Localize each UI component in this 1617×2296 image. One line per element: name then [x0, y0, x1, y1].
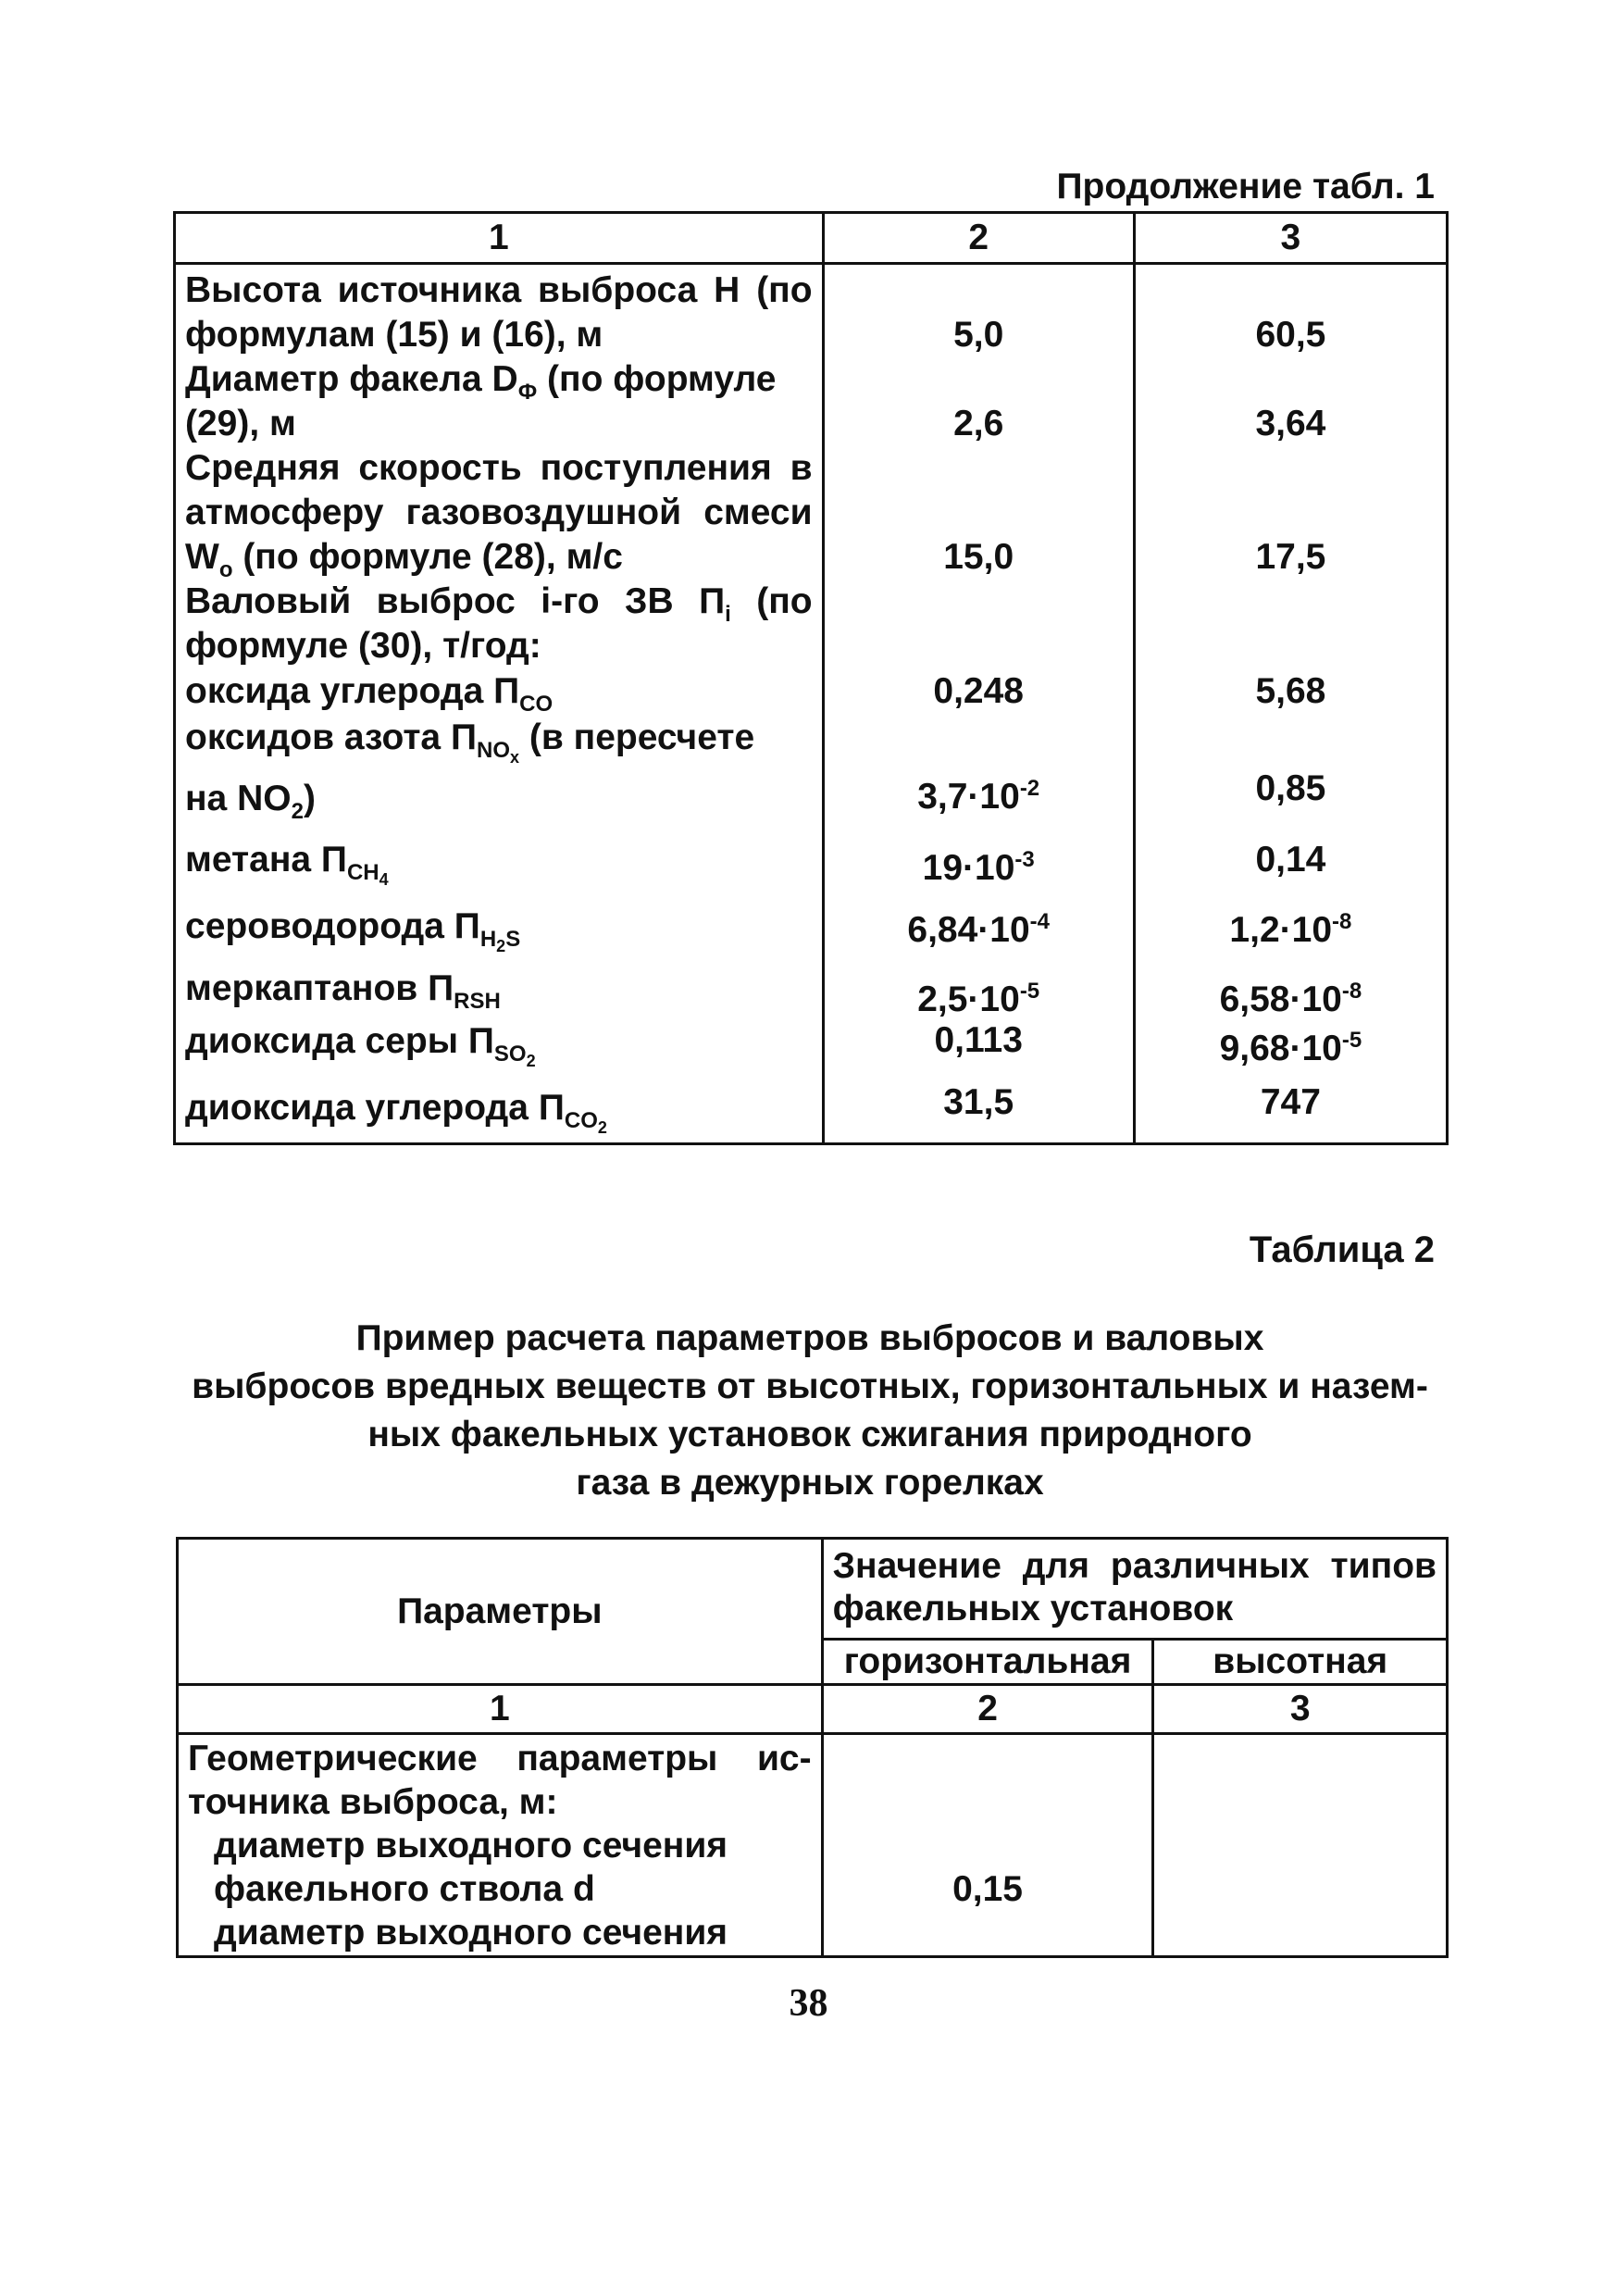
table1-values-col2 [823, 264, 1134, 1144]
table2-row-line: диаметр выходного сечения [214, 1913, 728, 1953]
table2-header-params: Параметры [178, 1539, 823, 1685]
table1-col-2-header: 2 [823, 213, 1134, 264]
t1-r5-l1: на $NO_2$) [185, 779, 316, 824]
table1-values-col3 [1134, 264, 1447, 1144]
t1-r10-v2: 31,5 [943, 1082, 1014, 1122]
table1-body-row [175, 264, 1448, 1144]
t1-r3-l0: Валовый выброс i-го ЗВ $П_i$ (по [185, 581, 813, 627]
table2-caption: Таблица 2 [1249, 1229, 1435, 1270]
table2-row-params [178, 1734, 823, 1957]
table2-header-vertical: высотная [1153, 1640, 1448, 1685]
t1-r6-v3: 0,14 [1255, 840, 1326, 880]
t1-r2-l1: атмосферу газовоздушной смеси [185, 493, 813, 532]
t1-r2-v3: 17,5 [1255, 537, 1326, 577]
table1-col-1-header: 1 [175, 213, 824, 264]
table2-row-line: диаметр выходного сечения [214, 1826, 728, 1866]
t1-r4: оксида углерода $П_{CO}$ [185, 671, 554, 717]
table2-row-value-vertical [1153, 1734, 1448, 1957]
table2-row-value-horizontal: 0,15 [822, 1734, 1153, 1957]
page-number: 38 [789, 1982, 828, 2025]
t1-r2-l2: $W_o$ (по формуле (28), м/с [185, 537, 623, 582]
t1-r9-v2: 0,113 [934, 1020, 1023, 1060]
table2-row-line: Геометрические параметры ис- [188, 1739, 812, 1778]
table2-title-line: Пример расчета параметров выбросов и валовых [355, 1318, 1264, 1358]
t1-r6: метана $П_{CH_4}$ [185, 840, 389, 889]
t1-r10-v3: 747 [1260, 1082, 1321, 1122]
table2-title-line: газа в дежурных горелках [576, 1463, 1044, 1503]
t1-r1-v2: 2,6 [953, 404, 1004, 443]
table2-row [178, 1734, 1448, 1957]
table2-header-value-line1: Значение для различных типов [832, 1546, 1437, 1586]
table2-header-row-1 [178, 1539, 1448, 1640]
table2-row-line: точника выброса, м: [188, 1782, 558, 1822]
t1-r8: меркаптанов $П_{RSH}$ [185, 968, 501, 1014]
t1-r8-v2: $2,5\cdot 10^{-5}$ [917, 979, 1040, 1019]
t1-r10: диоксида углерода $П_{CO_2}$ [185, 1088, 607, 1137]
table1-header-row [175, 213, 1448, 264]
table1-caption: Продолжение табл. 1 [1056, 167, 1435, 206]
table2-col-numbers-row [178, 1685, 1448, 1734]
t1-r7: сероводорода $П_{H_2S}$ [185, 906, 521, 955]
t1-r0-v2: 5,0 [953, 315, 1004, 355]
table2-col-3-header: 3 [1153, 1685, 1448, 1734]
table2-header-value [822, 1539, 1447, 1640]
t1-r5-v3: 0,85 [1255, 768, 1326, 808]
t1-r0-l1: формулам (15) и (16), м [185, 315, 603, 355]
t1-r1-v3: 3,64 [1255, 404, 1326, 443]
t1-r4-v2: 0,248 [933, 671, 1024, 711]
table2-col-1-header: 1 [178, 1685, 823, 1734]
t1-r7-v2: $6,84\cdot 10^{-4}$ [907, 909, 1050, 950]
t1-r5-l0: оксидов азота $П_{NO_x}$ (в пересчете [185, 718, 755, 767]
t1-r1-l1: (29), м [185, 404, 296, 443]
t1-r8-v3: $6,58\cdot 10^{-8}$ [1219, 979, 1362, 1019]
table1-parameters-cell [175, 264, 824, 1144]
table2-header-value-line2: факельных установок [832, 1589, 1234, 1628]
table2-title-line: ных факельных установок сжигания природного [367, 1415, 1252, 1454]
t1-r7-v3: $1,2\cdot 10^{-8}$ [1229, 909, 1352, 950]
table2-title-line: выбросов вредных веществ от высотных, горизонтальных и назем- [192, 1366, 1428, 1406]
t1-r5-v2: $3,7\cdot 10^{-2}$ [917, 776, 1040, 817]
t1-r3-l1: формуле (30), т/год: [185, 626, 541, 666]
t1-r1-l0: Диаметр факела $D_Ф$ (по формуле [185, 359, 777, 405]
table1-col-3-header: 3 [1134, 213, 1447, 264]
t1-r2-l0: Средняя скорость поступления в [185, 448, 813, 488]
table2-header-horizontal: горизонтальная [822, 1640, 1153, 1685]
t1-r9: диоксида серы $П_{SO_2}$ [185, 1021, 536, 1070]
t1-r2-v2: 15,0 [943, 537, 1014, 577]
table2-title [185, 1315, 1435, 1507]
t1-r6-v2: $19\cdot 10^{-3}$ [922, 847, 1035, 888]
table1 [173, 211, 1449, 1145]
table2 [176, 1537, 1449, 1958]
t1-r9-v3: $9,68\cdot 10^{-5}$ [1219, 1028, 1362, 1068]
table2-row-line: факельного ствола d [214, 1869, 595, 1909]
t1-r0-l0: Высота источника выброса Н (по [185, 270, 813, 310]
t1-r0-v3: 60,5 [1255, 315, 1326, 355]
t1-r4-v3: 5,68 [1255, 671, 1326, 711]
table2-col-2-header: 2 [822, 1685, 1153, 1734]
